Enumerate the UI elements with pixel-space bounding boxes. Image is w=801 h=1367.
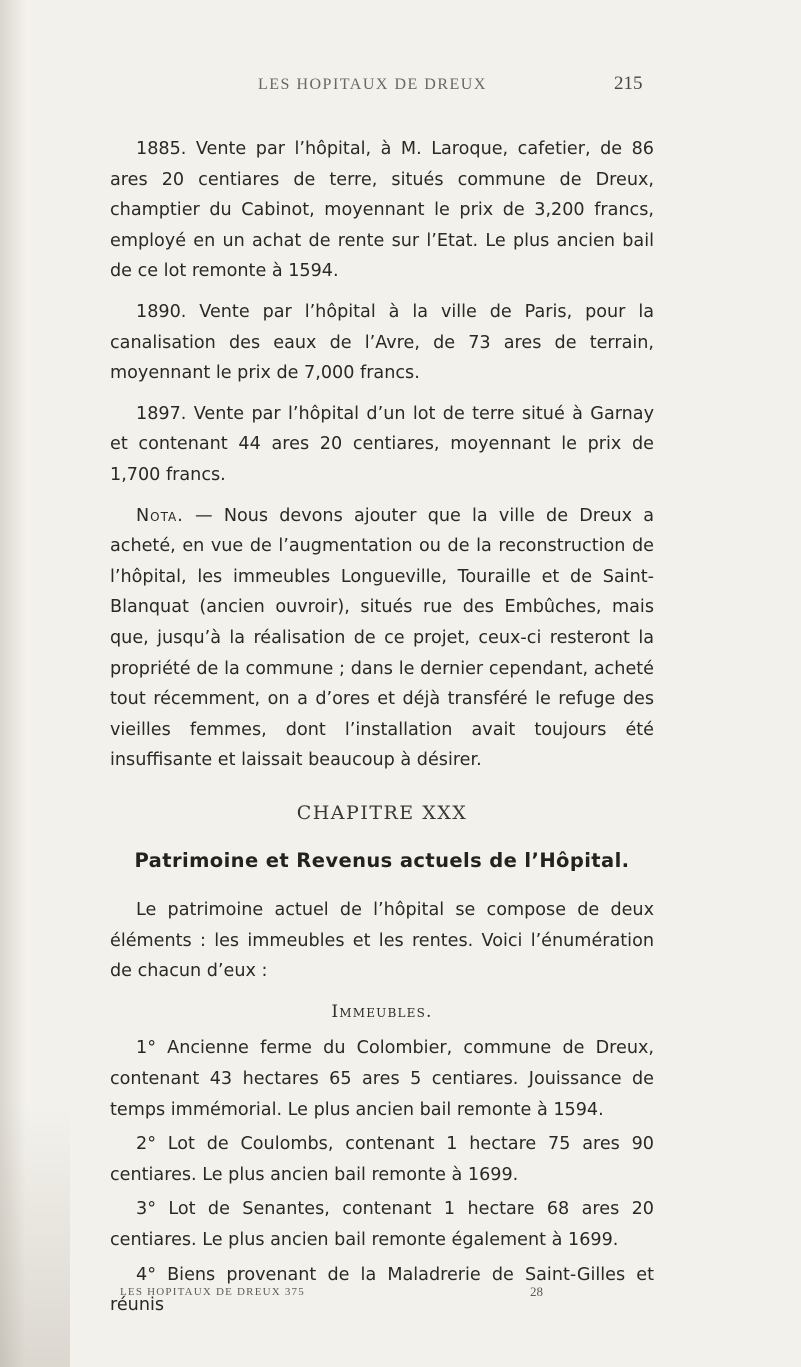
page-smudge (0, 1107, 70, 1367)
signature-mark: 28 (530, 1284, 543, 1299)
chapter-title: Patrimoine et Revenus actuels de l’Hôpital. (134, 849, 630, 873)
list-item: 4° Biens provenant de la Maladrerie de Saint-Gilles et réunis (110, 1264, 654, 1316)
nota-label: Nota. (136, 505, 184, 526)
intro-paragraph: Le patrimoine actuel de l’hôpital se compose de deux éléments : les immeubles et les rentes. Voici l’énumération de chacun d’eux : (110, 900, 654, 982)
paragraph-1897: 1897. Vente par l’hôpital d’un lot de terre situé à Garnay et contenant 44 ares 20 centiares, moyennant le prix de 1,700 francs. (110, 403, 654, 485)
nota-text: — Nous devons ajouter que la ville de Dreux a acheté, en vue de l’augmentation ou de la reconstruction de l’hôpital, les immeubles Longueville, Touraille et de Saint-Blanquat (ancien ouvroir), situés rue des Embûches, mais que, jusqu’à la réalisation de ce projet, ceux-ci resteront la propriété de la commune ; dans le dernier cependant, acheté tout récemment, on a d’ores et déjà transféré le refuge des vieilles femmes, dont l’installation avait toujours été insuffisante et laissait beaucoup à désirer. (110, 505, 654, 771)
list-item: 2° Lot de Coulombs, contenant 1 hectare 75 ares 90 centiares. Le plus ancien bail remonte à 1699. (110, 1134, 654, 1185)
paragraph-1885: 1885. Vente par l’hôpital, à M. Laroque, cafetier, de 86 ares 20 centiares de terre, situés commune de Dreux, champtier du Cabinot, moyennant le prix de 3,200 francs, employé en un achat de rente sur l’Etat. Le plus ancien bail de ce lot remonte à 1594. (110, 139, 654, 282)
chapter-label: CHAPITRE XXX (296, 801, 468, 824)
body-text (110, 134, 654, 1325)
paragraph-1890: 1890. Vente par l’hôpital à la ville de Paris, pour la canalisation des eaux de l’Avre, de 73 ares de terrain, moyennant le prix de 7,000 francs. (110, 301, 654, 384)
page-number: 215 (614, 73, 643, 94)
printer-signature: LES HOPITAUX DE DREUX 375 (120, 1286, 305, 1298)
subheading-immeubles: Immeubles. (331, 1001, 433, 1022)
property-list (110, 1033, 654, 1320)
paragraph-nota (110, 501, 654, 776)
running-head: LES HOPITAUX DE DREUX (258, 76, 487, 93)
list-item: 3° Lot de Senantes, contenant 1 hectare 68 ares 20 centiares. Le plus ancien bail remonte également à 1699. (110, 1199, 654, 1250)
list-item: 1° Ancienne ferme du Colombier, commune de Dreux, contenant 43 hectares 65 ares 5 centiares. Jouissance de temps immémorial. Le plus ancien bail remonte à 1594. (110, 1038, 654, 1120)
